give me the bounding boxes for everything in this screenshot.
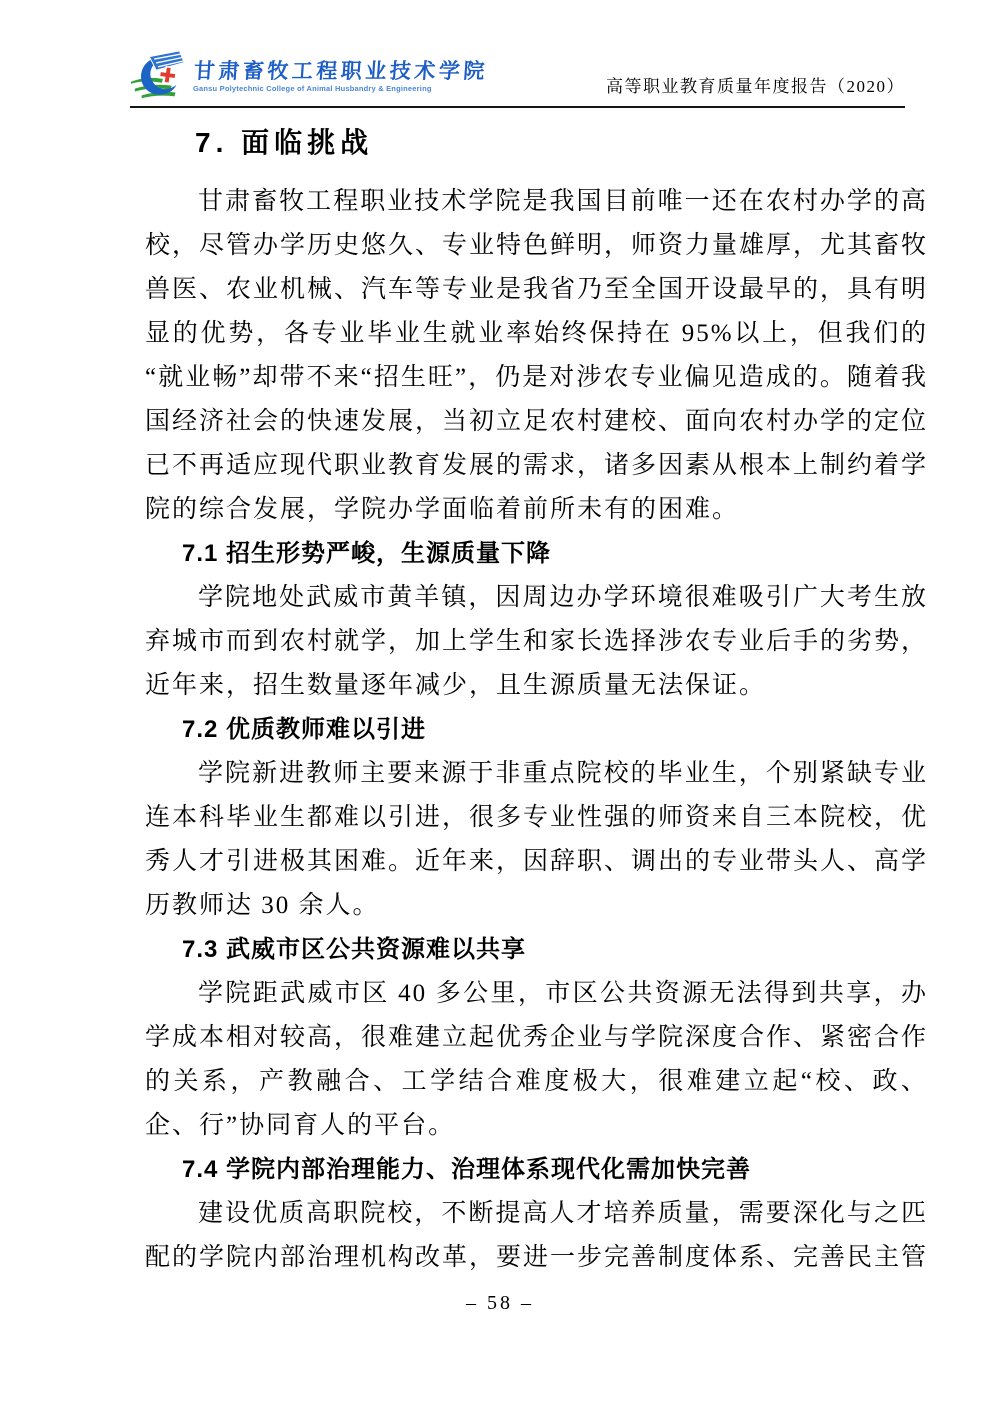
college-logo-text xyxy=(193,59,487,94)
subsection-paragraph-7-1: 学院地处武威市黄羊镇，因周边办学环境很难吸引广大考生放弃城市而到农村就学，加上学生和家长选择涉农专业后手的劣势，近年来，招生数量逐年减少，且生源质量无法保证。 xyxy=(145,584,929,699)
college-name-en: Gansu Polytechnic College of Animal Husbandry & Engineering xyxy=(193,83,432,93)
college-logo xyxy=(130,49,487,106)
subsection-paragraph-7-3: 学院距武威市区 40 多公里，市区公共资源无法得到共享，办学成本相对较高，很难建立起优秀企业与学院深度合作、紧密合作的关系，产教融合、工学结合难度极大，很难建立起“校、政、企、行”协同育人的平台。 xyxy=(145,980,929,1139)
subsection-paragraph-7-2: 学院新进教师主要来源于非重点院校的毕业生，个别紧缺专业连本科毕业生都难以引进，很多专业性强的师资来自三本院校，优秀人才引进极其困难。近年来，因辞职、调出的专业带头人、高学历教师达 30 余人。 xyxy=(145,760,929,919)
page-footer xyxy=(0,1292,1000,1315)
page-number: – 58 – xyxy=(466,1292,534,1314)
intro-paragraph: 甘肃畜牧工程职业技术学院是我国目前唯一还在农村办学的高校，尽管办学历史悠久、专业特色鲜明，师资力量雄厚，尤其畜牧兽医、农业机械、汽车等专业是我省乃至全国开设最早的，具有明显的优势，各专业毕业生就业率始终保持在 95%以上，但我们的“就业畅”却带不来“招生旺”，仍是对涉农专业偏见造成的。随着我国经济社会的快速发展，当初立足农村建校、面向农村办学的定位已不再适应现代职业教育发展的需求，诸多因素从根本上制约着学院的综合发展，学院办学面临着前所未有的困难。 xyxy=(145,188,929,523)
subsection-heading-7-4: 7.4 学院内部治理能力、治理体系现代化需加快完善 xyxy=(182,1156,752,1183)
subsection-heading-7-1: 7.1 招生形势严峻，生源质量下降 xyxy=(182,540,552,567)
subsection-paragraph-7-4: 建设优质高职院校，不断提高人才培养质量，需要深化与之匹配的学院内部治理机构改革，要进一步完善制度体系、完善民主管 xyxy=(145,1200,929,1271)
document-content xyxy=(145,118,928,1280)
section-title: 7. 面临挑战 xyxy=(195,127,374,158)
subsection-heading-7-3: 7.3 武威市区公共资源难以共享 xyxy=(182,936,527,963)
page-header xyxy=(130,0,905,108)
college-name-zh: 甘肃畜牧工程职业技术学院 xyxy=(193,58,489,83)
subsection-heading-7-2: 7.2 优质教师难以引进 xyxy=(182,716,427,743)
report-title: 高等职业教育质量年度报告（2020） xyxy=(606,77,905,96)
college-logo-icon xyxy=(130,49,190,103)
